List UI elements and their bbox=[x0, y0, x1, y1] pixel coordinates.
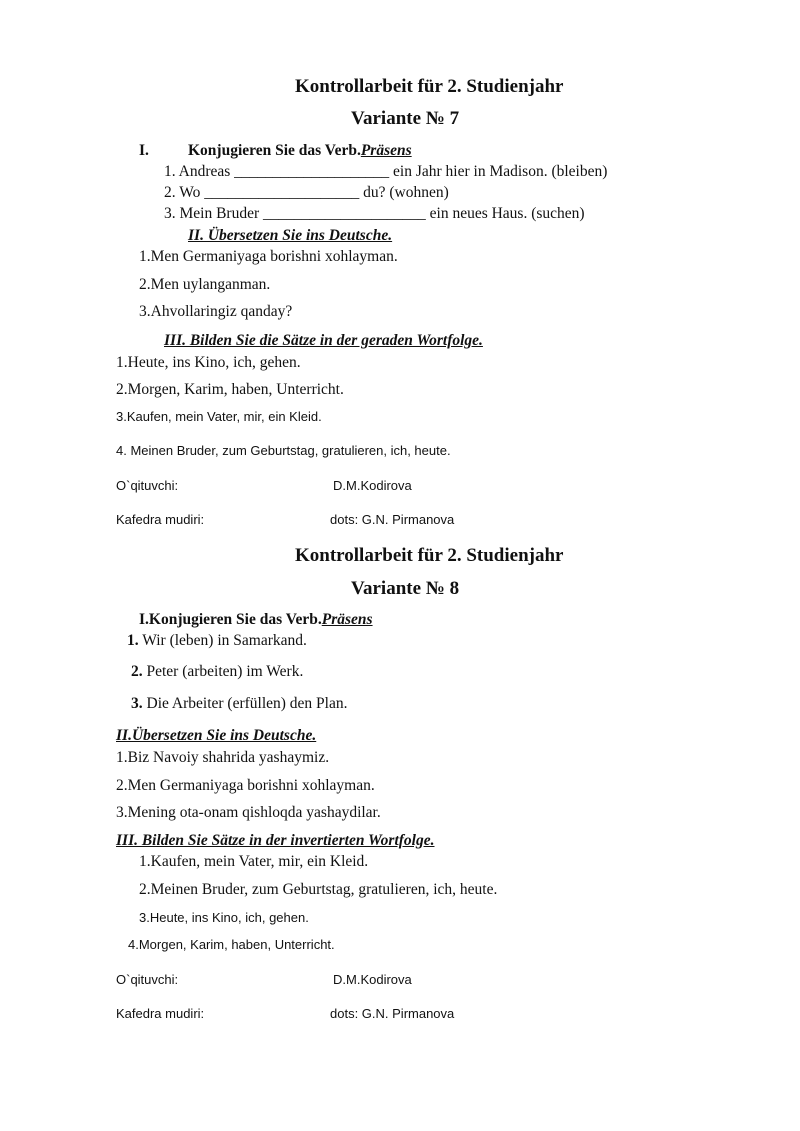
v7-s3-title: III. Bilden Sie die Sätze in der geraden Wortfolge. bbox=[164, 332, 483, 349]
v7-s1-heading bbox=[188, 142, 412, 160]
v7-head-name: dots: G.N. Pirmanova bbox=[330, 512, 455, 527]
v7-s1-item-1: 1. Andreas ____________________ ein Jahr hier in Madison. (bleiben) bbox=[164, 163, 608, 180]
v7-s2-item-2: 2.Men uylanganman. bbox=[139, 276, 271, 293]
v7-teacher-label: O`qituvchi: bbox=[116, 478, 179, 493]
v8-s3-title: III. Bilden Sie Sätze in der invertierten Wortfolge. bbox=[116, 832, 435, 849]
v8-s1-item-2 bbox=[131, 663, 303, 681]
v8-variant: Variante № 8 bbox=[351, 578, 460, 599]
v7-s2-item-3: 3.Ahvollaringiz qanday? bbox=[139, 303, 293, 320]
v8-s2-item-1: 1.Biz Navoiy shahrida yashaymiz. bbox=[116, 749, 330, 766]
v8-s1-title: I.Konjugieren Sie das Verb. bbox=[139, 611, 322, 628]
v8-s1-item-1-text: Wir (leben) in Samarkand. bbox=[138, 632, 307, 649]
v8-s1-heading bbox=[139, 611, 373, 629]
v8-s1-title-em: Präsens bbox=[321, 611, 373, 628]
v8-s3-item-3: 3.Heute, ins Kino, ich, gehen. bbox=[139, 910, 309, 925]
v7-s3-item-3: 3.Kaufen, mein Vater, mir, ein Kleid. bbox=[116, 409, 322, 424]
v7-s1-item-3: 3. Mein Bruder _____________________ ein neues Haus. (suchen) bbox=[164, 205, 585, 222]
v8-s3-item-1: 1.Kaufen, mein Vater, mir, ein Kleid. bbox=[139, 853, 369, 870]
v7-s1-title-em: Präsens bbox=[360, 142, 412, 159]
v7-s1-number: I. bbox=[139, 142, 149, 159]
v7-s1-title: Konjugieren Sie das Verb. bbox=[188, 142, 361, 159]
v7-title: Kontrollarbeit für 2. Studienjahr bbox=[295, 76, 564, 97]
v7-s3-item-2: 2.Morgen, Karim, haben, Unterricht. bbox=[116, 381, 344, 398]
v8-s1-item-3-text: Die Arbeiter (erfüllen) den Plan. bbox=[142, 695, 348, 712]
v7-s3-item-4: 4. Meinen Bruder, zum Geburtstag, gratulieren, ich, heute. bbox=[116, 443, 451, 458]
v8-teacher-name: D.M.Kodirova bbox=[333, 972, 412, 987]
v8-s2-title: II.Übersetzen Sie ins Deutsche. bbox=[116, 727, 317, 744]
v7-head-label: Kafedra mudiri: bbox=[116, 512, 205, 527]
v7-s1-item-2: 2. Wo ____________________ du? (wohnen) bbox=[164, 184, 449, 201]
v8-s1-item-1 bbox=[127, 632, 307, 650]
v8-s2-item-2: 2.Men Germaniyaga borishni xohlayman. bbox=[116, 777, 375, 794]
v8-s1-item-2-number: 2. bbox=[131, 663, 143, 680]
v8-head-name: dots: G.N. Pirmanova bbox=[330, 1006, 455, 1021]
v8-s1-item-1-number: 1. bbox=[127, 632, 139, 649]
v8-head-label: Kafedra mudiri: bbox=[116, 1006, 205, 1021]
v8-s1-item-2-text: Peter (arbeiten) im Werk. bbox=[142, 663, 304, 680]
v8-s1-item-3-number: 3. bbox=[131, 695, 143, 712]
v8-title: Kontrollarbeit für 2. Studienjahr bbox=[295, 545, 564, 566]
v7-s2-title: II. Übersetzen Sie ins Deutsche. bbox=[188, 227, 393, 244]
v8-s3-item-2: 2.Meinen Bruder, zum Geburtstag, gratulieren, ich, heute. bbox=[139, 881, 498, 898]
v8-s1-item-3 bbox=[131, 695, 348, 713]
v8-s3-item-4: 4.Morgen, Karim, haben, Unterricht. bbox=[128, 937, 335, 952]
v7-s3-item-1: 1.Heute, ins Kino, ich, gehen. bbox=[116, 354, 301, 371]
v8-teacher-label: O`qituvchi: bbox=[116, 972, 179, 987]
v7-s2-item-1: 1.Men Germaniyaga borishni xohlayman. bbox=[139, 248, 398, 265]
v7-variant: Variante № 7 bbox=[351, 108, 460, 129]
v8-s2-item-3: 3.Mening ota-onam qishloqda yashaydilar. bbox=[116, 804, 381, 821]
v7-teacher-name: D.M.Kodirova bbox=[333, 478, 412, 493]
